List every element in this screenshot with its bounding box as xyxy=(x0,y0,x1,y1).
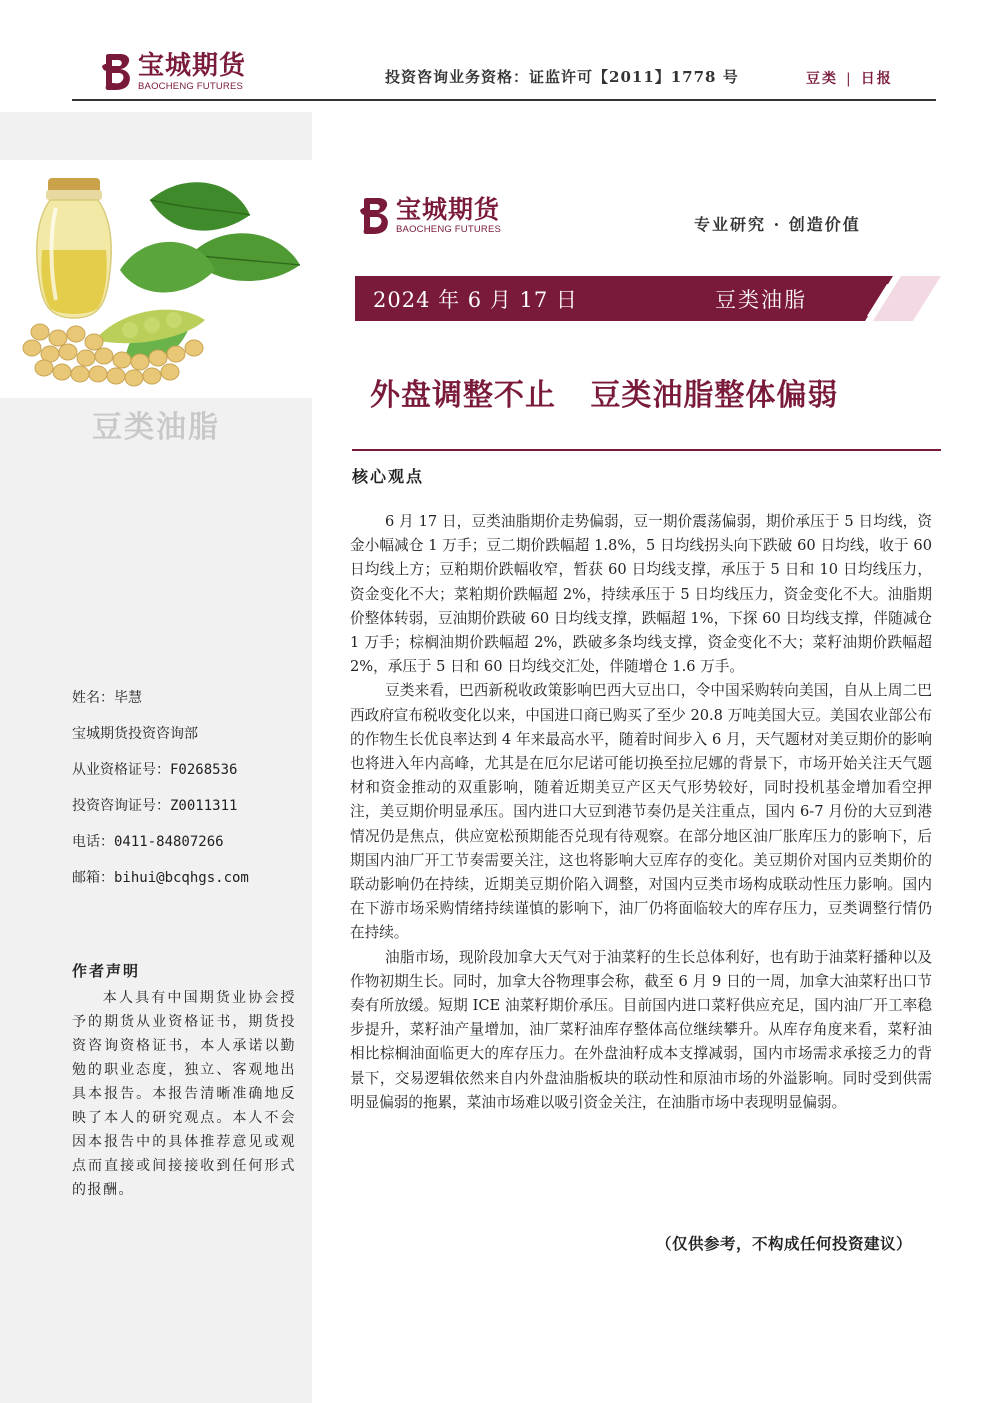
company-logo xyxy=(100,52,246,92)
contact-name: 姓名：毕慧 xyxy=(72,690,142,706)
contact-department: 宝城期货投资咨询部 xyxy=(72,726,198,742)
logo-cn-text: 宝城期货 xyxy=(138,50,247,81)
disclaimer: （仅供参考，不构成任何投资建议） xyxy=(656,1235,913,1253)
report-category: 豆类油脂 xyxy=(715,288,807,312)
sidebar-title: 豆类油脂 xyxy=(92,410,220,445)
page-header xyxy=(0,0,992,108)
declaration-title: 作者声明 xyxy=(72,962,141,980)
headline-divider xyxy=(352,449,941,451)
contact-qualification-id: 从业资格证号：F0268536 xyxy=(72,762,238,778)
report-date: 2024 年 6 月 17 日 xyxy=(373,288,578,312)
doc-type: 日报 xyxy=(860,71,893,87)
core-points-title: 核心观点 xyxy=(352,467,425,486)
main-logo xyxy=(358,196,501,236)
paragraph-market-overview: 6 月 17 日，豆类油脂期价走势偏弱，豆一期价震荡偏弱，期价承压于 5 日均线，资金小幅减仓 1 万手；豆二期价跌幅超 1.8%，5 日均线拐头向下跌破 60 日均线，收于 60 日均线上方；豆粕期价跌幅收窄，暂获 60 日均线支撑，承压于 5 日和 10 日均线压力，资金变化不大；菜粕期价跌幅超 2%，持续承压于 5 日均线压力，资金变化不大。油脂期价整体转弱，豆油期价跌破 60 日均线支撑，跌幅超 1%，下探 60 日均线支撑，伴随减仓 1 万手；棕榈油期价跌幅超 2%，跌破多条均线支撑，资金变化不大；菜籽油期价跌幅超 2%，承压于 5 日和 60 日均线交汇处，伴随增仓 1.6 万手。 xyxy=(350,513,932,676)
separator: | xyxy=(846,71,853,87)
logo-mark-icon xyxy=(358,196,392,236)
analyst-contact xyxy=(72,689,249,905)
cover-photo xyxy=(0,160,312,398)
date-banner xyxy=(355,276,941,321)
declaration-text: 本人具有中国期货业协会授予的期货从业资格证书，期货投资咨询资格证书，本人承诺以勤勉的职业态度，独立、客观地出具本报告。本报告清晰准确地反映了本人的研究观点。本人不会因本报告中的具体推荐意见或观点而直接或间接接收到任何形式的报酬。 xyxy=(72,990,296,1198)
contact-phone: 电话：0411-84807266 xyxy=(72,834,224,850)
paragraph-oils: 油脂市场，现阶段加拿大天气对于油菜籽的生长总体利好，也有助于油菜籽播种以及作物初期生长。同时，加拿大谷物理事会称，截至 6 月 9 日的一周，加拿大油菜籽出口节奏有所放缓。短期 ICE 油菜籽期价承压。目前国内进口菜籽供应充足，国内油厂开工率稳步提升，菜籽油产量增加，油厂菜籽油库存整体高位继续攀升。从库存角度来看，菜籽油相比棕榈油面临更大的库存压力。在外盘油籽成本支撑减弱，国内市场需求承接乏力的背景下，交易逻辑依然来自内外盘油脂板块的联动性和原油市场的外溢影响。同时受到供需明显偏弱的拖累，菜油市场难以吸引资金关注，在油脂市场中表现明显偏弱。 xyxy=(350,948,932,1111)
contact-email[interactable]: 邮箱：bihui@bcqhgs.com xyxy=(72,870,249,886)
logo-mark-icon xyxy=(100,52,134,92)
oil-soybean-illustration xyxy=(0,160,312,398)
logo-en-text: BAOCHENG FUTURES xyxy=(396,224,502,235)
contact-consulting-id: 投资咨询证号：Z0011311 xyxy=(72,798,238,814)
report-body xyxy=(350,510,932,1115)
doc-type-label xyxy=(806,68,893,88)
license-text: 投资咨询业务资格：证监许可【2011】1778 号 xyxy=(385,68,739,86)
logo-cn-text: 宝城期货 xyxy=(396,195,501,224)
headline: 外盘调整不止 豆类油脂整体偏弱 xyxy=(370,378,839,413)
header-divider xyxy=(72,99,936,101)
logo-en-text: BAOCHENG FUTURES xyxy=(138,80,244,92)
doc-category: 豆类 xyxy=(806,71,838,87)
paragraph-soybean: 豆类来看，巴西新税收政策影响巴西大豆出口，令中国采购转向美国，自从上周二巴西政府宣布税收变化以来，中国进口商已购买了至少 20.8 万吨美国大豆。美国农业部公布的作物生长优良率达到 4 年来最高水平，随着时间步入 6 月，天气题材对美豆期价的影响也将进入年内高峰，尤其是在厄尔尼诺可能切换至拉尼娜的背景下，市场开始关注天气题材和资金推动的双重影响，随着近期美豆产区天气形势较好，同时投机基金增加看空押注，美豆期价明显承压。国内进口大豆到港节奏仍是关注重点，国内 6-7 月份的大豆到港情况仍是焦点，供应宽松预期能否兑现有待观察。在部分地区油厂胀库压力的影响下，后期国内油厂开工节奏需要关注，这也将影响大豆库存的变化。美豆期价对国内豆类期价的联动影响仍在持续，近期美豆期价陷入调整，对国内豆类市场构成联动性压力影响。国内在下游市场采购情绪持续谨慎的影响下，油厂仍将面临较大的库存压力，豆类调整行情仍在持续。 xyxy=(350,682,932,942)
slogan: 专业研究 · 创造价值 xyxy=(694,215,861,234)
